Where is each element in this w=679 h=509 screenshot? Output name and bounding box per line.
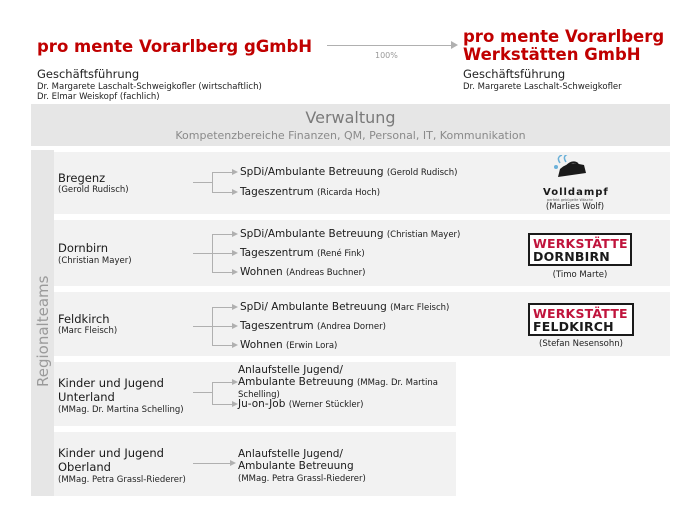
volldampf-brand: Volldampf [543,187,609,198]
team-name-kj-unterland-line2: Unterland [58,390,115,404]
service-name: SpDi/Ambulante Betreuung [240,166,384,178]
connector [212,345,232,346]
connector [212,272,232,273]
team-name-kj-oberland-line1: Kinder und Jugend [58,446,164,460]
team-person-bregenz: (Gerold Rudisch) [58,185,129,195]
verwaltung-title: Verwaltung [305,108,396,127]
ownership-percent: 100% [375,51,398,60]
logo-top-text: WERKSTÄTTE [533,235,628,251]
service-item [240,339,337,352]
connector [212,172,232,173]
connector [212,172,213,192]
logo-person-dornbirn: (Timo Marte) [552,270,608,280]
team-name-dornbirn: Dornbirn [58,241,109,255]
service-name: Ju-on-Job [238,398,286,410]
team-name-kj-unterland-line1: Kinder und Jugend [58,376,164,390]
logo-bottom-text: DORNBIRN [533,248,610,264]
service-person: (MMag. Petra Grassl-Riederer) [238,474,366,484]
service-name: Tageszentrum [240,247,314,259]
service-person: (MMag. Dr. Martina [356,378,438,388]
connector [212,326,232,327]
verwaltung-subtitle: Kompetenzbereiche Finanzen, QM, Personal, IT, Kommunikation [175,129,526,142]
service-item [238,376,438,389]
team-person-kj-oberland: (MMag. Petra Grassl-Riederer) [58,475,186,485]
service-name: SpDi/ Ambulante Betreuung [240,301,387,313]
team-name-bregenz: Bregenz [58,171,106,185]
gf-person-left-2: Dr. Elmar Weiskopf (fachlich) [37,92,160,102]
service-person: (Marc Fleisch) [390,303,450,313]
connector [193,253,212,254]
connector [193,326,212,327]
arrow-right-icon [232,169,238,175]
team-person-feldkirch: (Marc Fleisch) [58,326,118,336]
service-item [240,266,365,279]
logo-person-feldkirch: (Stefan Nesensohn) [539,339,623,349]
arrow-right-icon [230,460,236,466]
verwaltung-band [31,104,670,146]
service-item [240,320,386,333]
org-title-werkstaetten-line2: Werkstätten GmbH [463,45,641,64]
service-item [240,228,460,241]
logo-top-text: WERKSTÄTTE [533,305,628,321]
team-person-dornbirn: (Christian Mayer) [58,256,132,266]
connector [212,404,232,405]
arrow-right-icon [232,189,238,195]
service-name: Tageszentrum [240,320,314,332]
gf-person-left-1: Dr. Margarete Laschalt-Schweigkofler (wirtschaftlich) [37,82,262,92]
service-name: Tageszentrum [240,186,314,198]
team-name-kj-oberland-line2: Oberland [58,460,111,474]
gf-label-left: Geschäftsführung [37,67,140,81]
arrow-right-icon [232,323,238,329]
gf-person-right-1: Dr. Margarete Laschalt-Schweigkofler [463,82,622,92]
org-title-werkstaetten-line1: pro mente Vorarlberg [463,27,665,46]
service-name: Wohnen [240,266,283,278]
service-person: (Andreas Buchner) [285,268,366,278]
team-person-kj-unterland: (MMag. Dr. Martina Schelling) [58,405,184,415]
connector [193,182,212,183]
service-name: Ambulante Betreuung [238,376,354,388]
connector [212,382,232,383]
connector [212,307,232,308]
service-person: Schelling) [238,390,280,400]
werkstaette-dornbirn-logo [528,233,632,266]
service-name: Wohnen [240,339,283,351]
service-item [240,301,449,314]
connector [193,392,212,393]
service-person: (Werner Stückler) [288,400,364,410]
service-item [240,186,380,199]
connector [212,234,232,235]
connector [212,382,213,404]
arrow-right-icon [232,269,238,275]
service-person: (Andrea Dorner) [317,322,386,332]
service-line: Anlaufstelle Jugend/ [238,448,343,460]
arrow-right-icon [232,231,238,237]
logo-bottom-text: FELDKIRCH [533,318,614,334]
service-person: (Christian Mayer) [386,230,461,240]
connector [212,192,232,193]
org-title-ggmbh: pro mente Vorarlberg gGmbH [37,37,313,56]
connector [212,253,232,254]
team-name-feldkirch: Feldkirch [58,312,110,326]
service-item [240,166,457,179]
arrow-right-icon [232,304,238,310]
gf-label-right: Geschäftsführung [463,67,566,81]
volldampf-tagline: perfekt gebügelte Wäsche [547,198,594,202]
logo-person-bregenz: (Marlies Wolf) [545,202,605,212]
arrow-right-icon [451,41,458,49]
service-person: (René Fink) [317,249,365,259]
regionalteams-label: Regionalteams [34,275,52,387]
ownership-arrow-line [327,45,451,46]
service-line: Ambulante Betreuung [238,460,354,472]
service-item [240,247,365,260]
arrow-right-icon [232,342,238,348]
service-name: SpDi/Ambulante Betreuung [240,228,384,240]
service-item [238,398,363,411]
connector [193,463,230,464]
werkstaette-feldkirch-logo [528,303,634,336]
service-line: Anlaufstelle Jugend/ [238,364,343,376]
service-person: (Gerold Rudisch) [386,168,458,178]
service-person: (Erwin Lora) [285,341,338,351]
arrow-right-icon [232,250,238,256]
service-person: (Ricarda Hoch) [317,188,381,198]
